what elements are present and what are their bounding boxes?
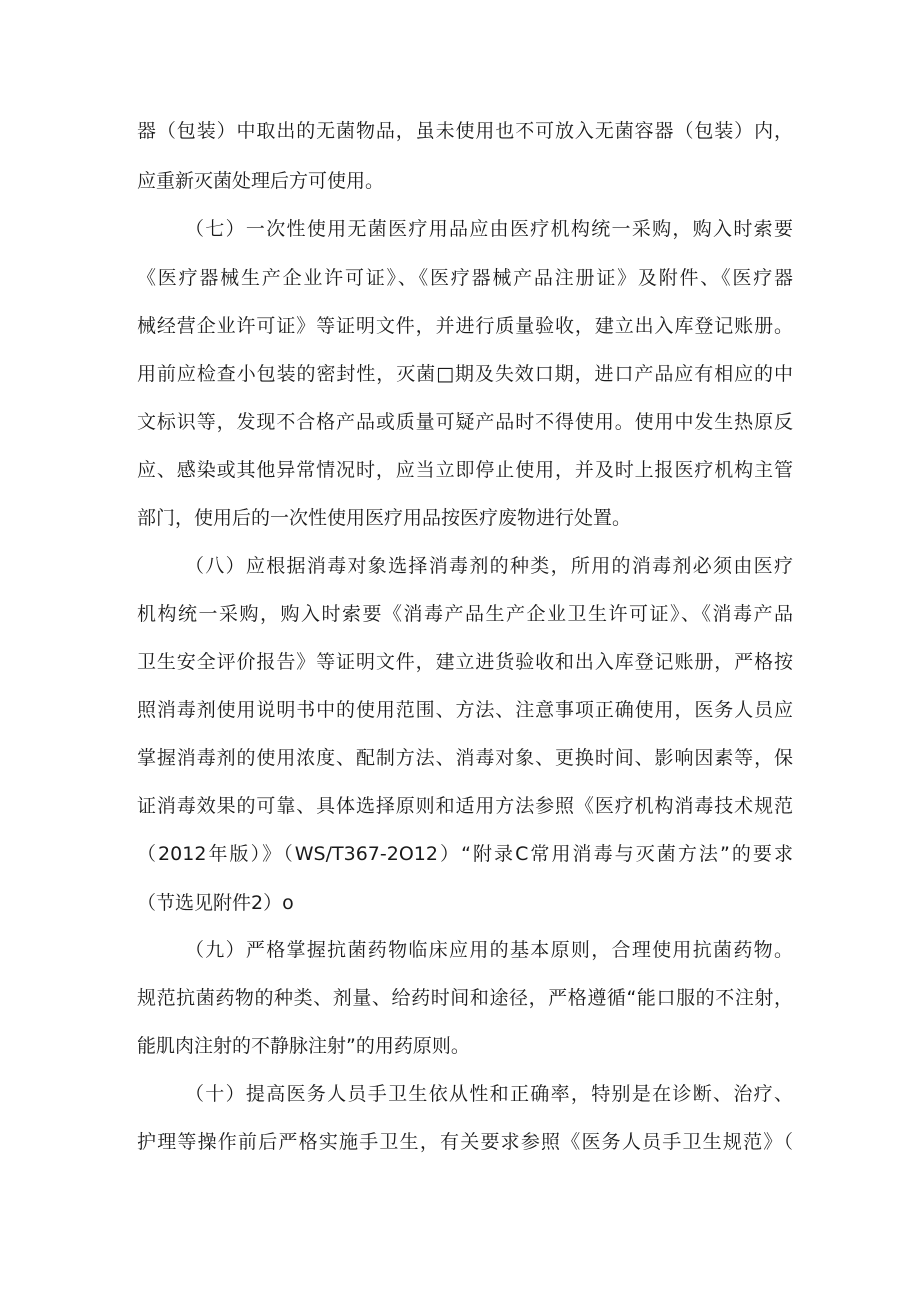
text-line: 卫生安全评价报告》等证明文件，建立进货验收和出入库登记账册，严格按: [137, 651, 793, 673]
text-line: （九）严格掌握抗菌药物临床应用的基本原则，合理使用抗菌药物。: [185, 939, 793, 961]
text-line: 应、感染或其他异常情况时，应当立即停止使用，并及时上报医疗机构主管: [137, 459, 793, 481]
text-line: （2012年版）》（WS/T367-2O12）“附录C常用消毒与灭菌方法”的要求: [137, 843, 793, 865]
text-line: 掌握消毒剂的使用浓度、配制方法、消毒对象、更换时间、影响因素等，保: [137, 747, 793, 769]
text-line: 器（包装）中取出的无菌物品，虽未使用也不可放入无菌容器（包装）内，: [137, 120, 793, 142]
text-line: 照消毒剂使用说明书中的使用范围、方法、注意事项正确使用，医务人员应: [137, 699, 793, 721]
text-line: 规范抗菌药物的种类、剂量、给药时间和途径，严格遵循“能口服的不注射，: [137, 987, 793, 1009]
text-line: 械经营企业许可证》等证明文件，并进行质量验收，建立出入库登记账册。: [137, 315, 793, 337]
text-line: 部门，使用后的一次性使用医疗用品按医疗废物进行处置。: [137, 507, 632, 529]
text-line: 机构统一采购，购入时索要《消毒产品生产企业卫生许可证》、《消毒产品: [137, 603, 793, 625]
text-line: （十）提高医务人员手卫生依从性和正确率，特别是在诊断、治疗、: [185, 1083, 793, 1105]
text-line: 证消毒效果的可靠、具体选择原则和适用方法参照《医疗机构消毒技术规范: [137, 795, 793, 817]
text-line: 文标识等，发现不合格产品或质量可疑产品时不得使用。使用中发生热原反: [137, 411, 793, 433]
text-line: 护理等操作前后严格实施手卫生，有关要求参照《医务人员手卫生规范》（: [137, 1131, 793, 1153]
text-line: 能肌肉注射的不静脉注射”的用药原则。: [137, 1035, 470, 1057]
text-line: （八）应根据消毒对象选择消毒剂的种类，所用的消毒剂必须由医疗: [185, 555, 793, 577]
text-line: 用前应检查小包装的密封性，灭菌□期及失效口期，进口产品应有相应的中: [137, 363, 793, 385]
text-line: （节选见附件2）o: [137, 892, 294, 914]
text-line: 应重新灭菌处理后方可使用。: [137, 170, 385, 192]
text-line: 《医疗器械生产企业许可证》、《医疗器械产品注册证》及附件、《医疗器: [137, 267, 793, 289]
text-line: （七）一次性使用无菌医疗用品应由医疗机构统一采购，购入时索要: [185, 218, 793, 240]
